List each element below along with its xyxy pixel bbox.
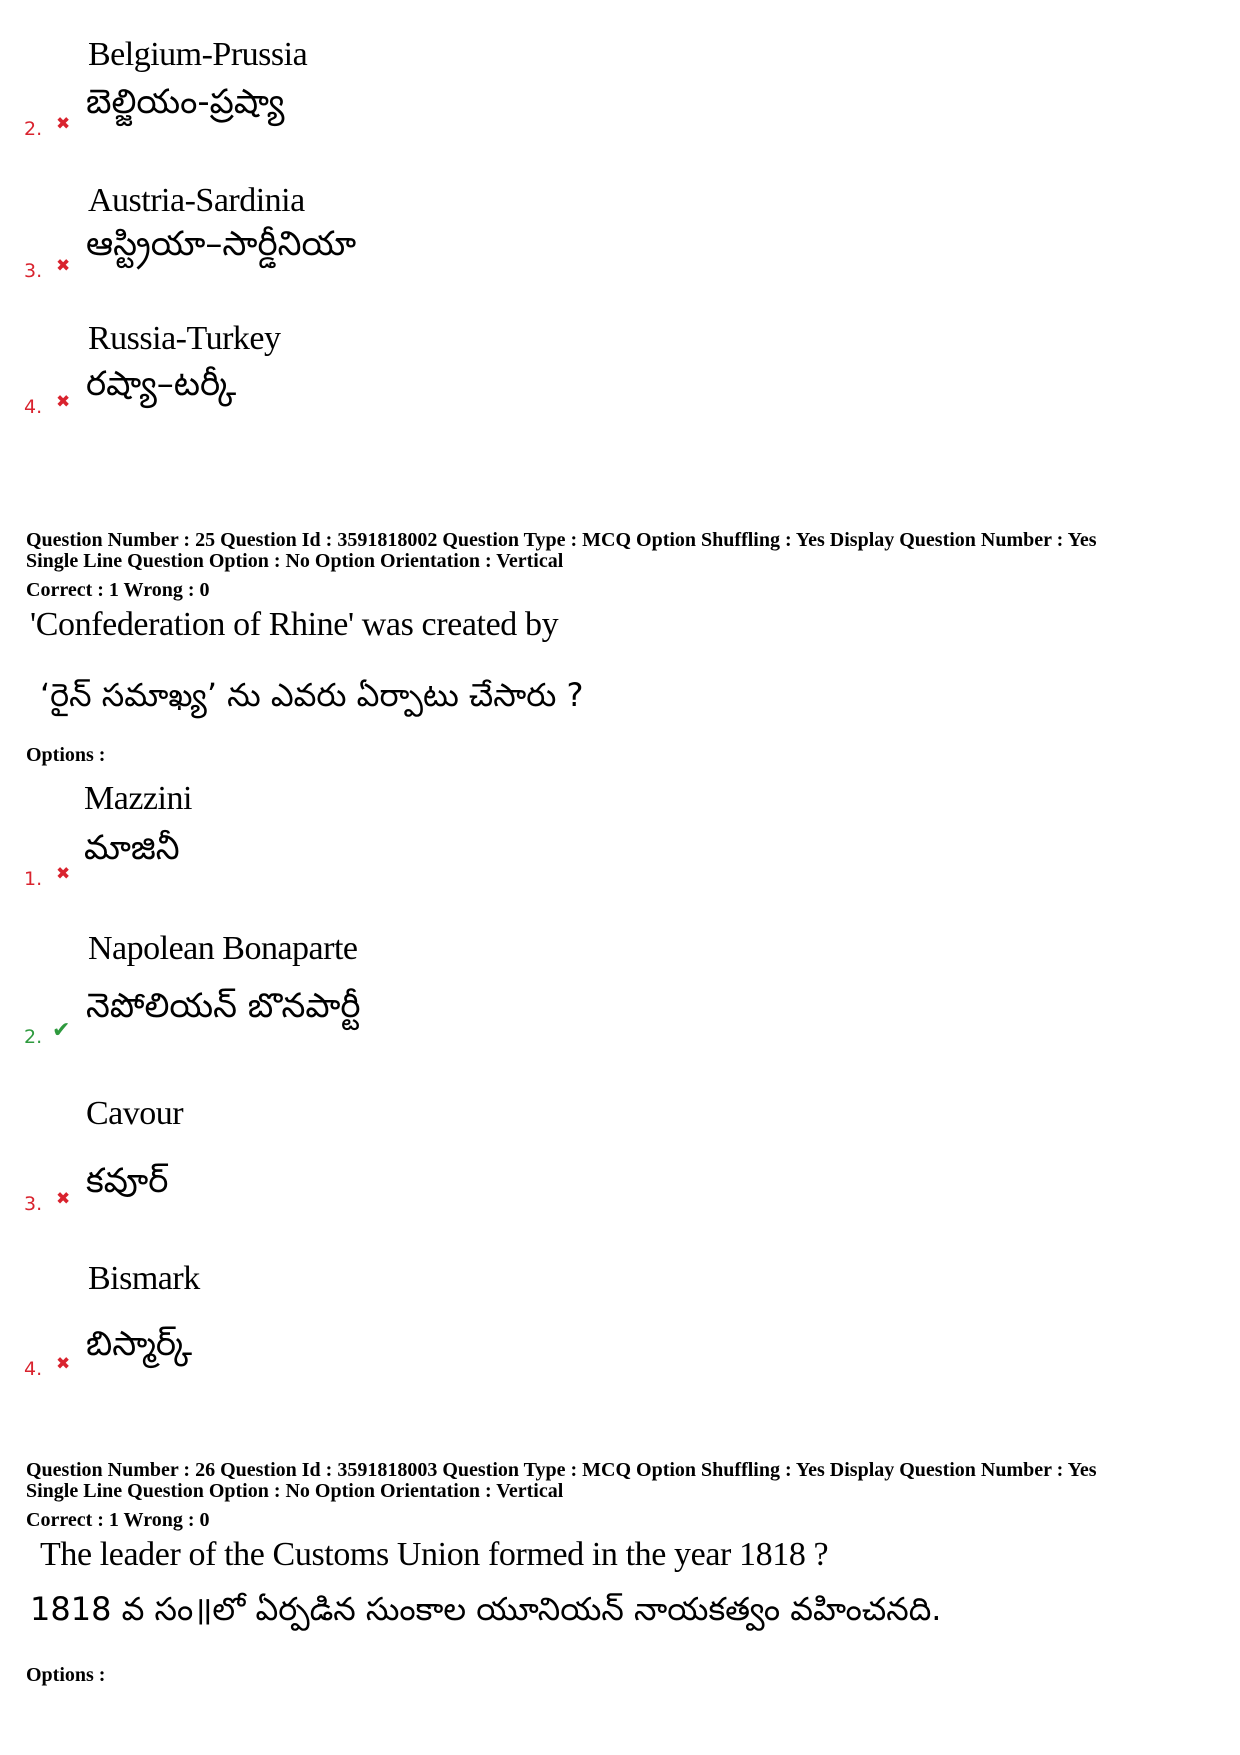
option-number: 4. xyxy=(24,1358,43,1380)
option-text-en: Austria-Sardinia xyxy=(88,182,305,219)
option-text-en: Cavour xyxy=(86,1095,184,1132)
question-text-te: ‘రైన్ సమాఖ్య’ ను ఎవరు ఏర్పాటు చేసారు ? xyxy=(40,676,584,714)
cross-icon: ✖ xyxy=(56,864,71,884)
question-meta-line1: Question Number : 25 Question Id : 3591818002 Question Type : MCQ Option Shuffling : Yes Display Question Number : Yes xyxy=(26,529,1097,551)
question-meta xyxy=(26,1460,1096,1502)
option-number: 2. xyxy=(24,118,43,140)
option-text-en: Mazzini xyxy=(84,780,192,817)
option-text-te: రష్యా–టర్కీ xyxy=(86,364,237,404)
options-label: Options : xyxy=(26,1664,106,1686)
option-number: 2. xyxy=(24,1026,43,1048)
option-text-en: Belgium-Prussia xyxy=(88,36,308,73)
option-text-te: మాజినీ xyxy=(84,828,180,868)
option-text-te: కవూర్ xyxy=(86,1161,169,1201)
question-text-en: 'Confederation of Rhine' was created by xyxy=(30,606,559,643)
option-text-te: బెల్జియం-ప్రష్యా xyxy=(86,82,285,122)
question-marks: Correct : 1 Wrong : 0 xyxy=(26,579,210,601)
question-text-te: 1818 వ సం॥లో ఏర్పడిన సుంకాల యూనియన్ నాయకత్వం వహించనది. xyxy=(30,1590,942,1628)
question-marks: Correct : 1 Wrong : 0 xyxy=(26,1509,210,1531)
option-text-te: నెపోలియన్ బొనపార్టీ xyxy=(86,986,361,1026)
question-meta xyxy=(26,530,1096,572)
option-text-en: Bismark xyxy=(88,1260,200,1297)
check-icon: ✔ xyxy=(52,1018,71,1043)
cross-icon: ✖ xyxy=(56,256,71,276)
option-text-en: Napolean Bonaparte xyxy=(88,930,358,967)
option-number: 4. xyxy=(24,396,43,418)
option-text-te: బిస్మార్క్ xyxy=(86,1324,193,1364)
option-number: 3. xyxy=(24,1193,43,1215)
cross-icon: ✖ xyxy=(56,114,71,134)
question-meta-line2: Single Line Question Option : No Option Orientation : Vertical xyxy=(26,550,564,572)
option-text-te: ఆస్ట్రియా–సార్డీనియా xyxy=(86,224,357,264)
options-label: Options : xyxy=(26,744,106,766)
cross-icon: ✖ xyxy=(56,392,71,412)
cross-icon: ✖ xyxy=(56,1354,71,1374)
option-text-en: Russia-Turkey xyxy=(88,320,281,357)
option-number: 1. xyxy=(24,868,43,890)
question-meta-line2: Single Line Question Option : No Option Orientation : Vertical xyxy=(26,1480,564,1502)
cross-icon: ✖ xyxy=(56,1189,71,1209)
option-number: 3. xyxy=(24,260,43,282)
question-text-en: The leader of the Customs Union formed in the year 1818 ? xyxy=(40,1536,829,1573)
question-meta-line1: Question Number : 26 Question Id : 3591818003 Question Type : MCQ Option Shuffling : Yes Display Question Number : Yes xyxy=(26,1459,1097,1481)
